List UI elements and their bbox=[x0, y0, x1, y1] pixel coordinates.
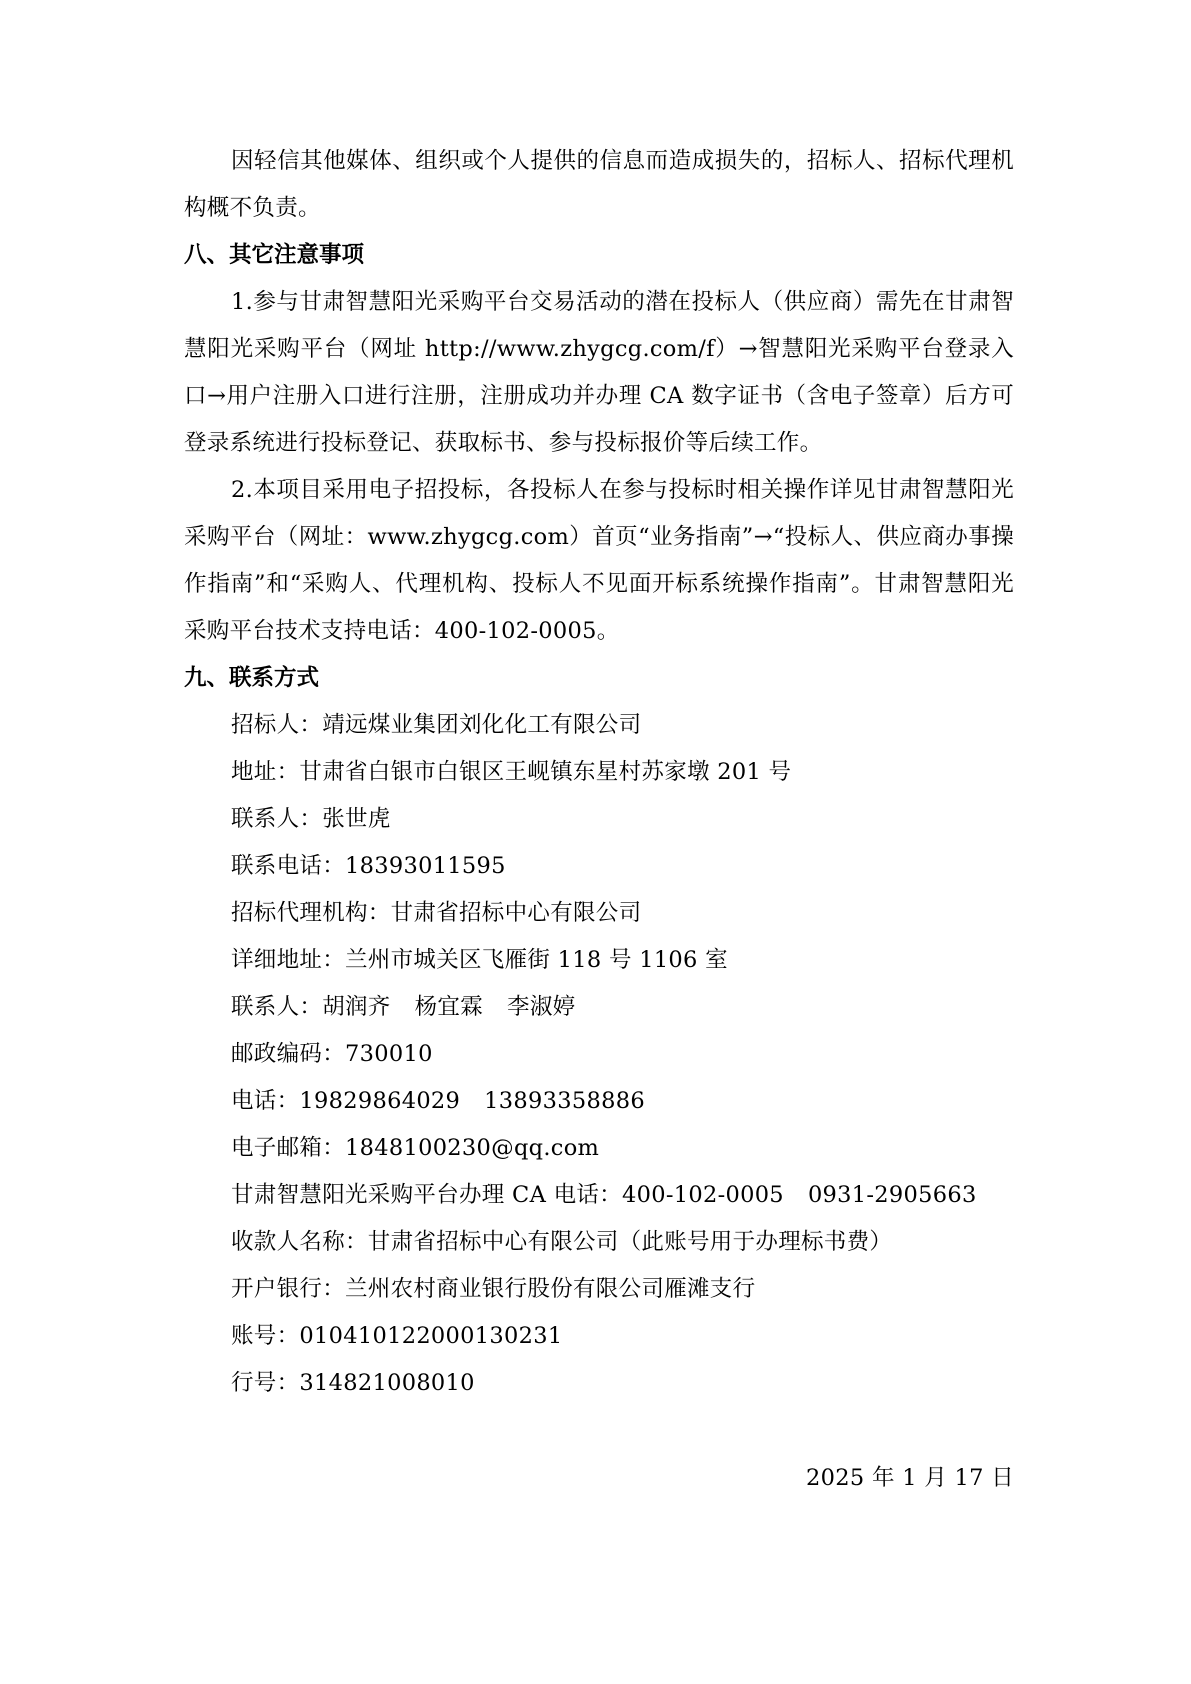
agency-contact-3: 李淑婷 bbox=[507, 994, 576, 1020]
document-date: 2025 年 1 月 17 日 bbox=[806, 1465, 1014, 1491]
agency-contact-2: 杨宜霖 bbox=[414, 994, 484, 1020]
address-line: 地址：甘肃省白银市白银区王岘镇东星村苏家墩 201 号 bbox=[231, 759, 792, 785]
ca-phone-2: 0931-2905663 bbox=[807, 1182, 977, 1208]
email-line: 电子邮箱：1848100230@qq.com bbox=[231, 1135, 600, 1161]
agency-line: 招标代理机构：甘肃省招标中心有限公司 bbox=[231, 900, 642, 926]
ca-phone-1: 甘肃智慧阳光采购平台办理 CA 电话：400-102-0005 bbox=[231, 1182, 784, 1208]
intro-paragraph: 因轻信其他媒体、组织或个人提供的信息而造成损失的，招标人、招标代理机构概不负责。 bbox=[184, 148, 1014, 221]
agency-contact-1: 联系人：胡润齐 bbox=[231, 994, 391, 1020]
account-line: 账号：010410122000130231 bbox=[231, 1323, 563, 1349]
section-9-heading: 九、联系方式 bbox=[184, 665, 320, 691]
agency-contacts-line bbox=[184, 984, 1014, 1031]
document-body bbox=[184, 138, 1014, 1407]
section-8-heading: 八、其它注意事项 bbox=[184, 242, 365, 268]
section-8-paragraph-1: 1.参与甘肃智慧阳光采购平台交易活动的潜在投标人（供应商）需先在甘肃智慧阳光采购平台（网址 http://www.zhygcg.com/f）→智慧阳光采购平台登录入口→用户注册入口进行注册，注册成功并办理 CA 数字证书（含电子签章）后方可登录系统进行投标登记、获取标书、参与投标报价等后续工作。 bbox=[184, 289, 1014, 456]
tenderer-line: 招标人：靖远煤业集团刘化化工有限公司 bbox=[231, 712, 642, 738]
postcode-line: 邮政编码：730010 bbox=[231, 1041, 433, 1067]
contact-list bbox=[184, 702, 1014, 1407]
contact-person-line: 联系人：张世虎 bbox=[231, 806, 391, 832]
agency-address-line: 详细地址：兰州市城关区飞雁街 118 号 1106 室 bbox=[231, 947, 728, 973]
bank-code-line: 行号：314821008010 bbox=[231, 1370, 475, 1396]
section-8-paragraph-2: 2.本项目采用电子招投标，各投标人在参与投标时相关操作详见甘肃智慧阳光采购平台（网址：www.zhygcg.com）首页“业务指南”→“投标人、供应商办事操作指南”和“采购人、代理机构、投标人不见面开标系统操作指南”。甘肃智慧阳光采购平台技术支持电话：400-102-0005。 bbox=[184, 477, 1014, 644]
payee-line: 收款人名称：甘肃省招标中心有限公司（此账号用于办理标书费） bbox=[231, 1229, 893, 1255]
bank-line: 开户银行：兰州农村商业银行股份有限公司雁滩支行 bbox=[231, 1276, 756, 1302]
phone-line: 联系电话：18393011595 bbox=[231, 853, 506, 879]
tel-line bbox=[184, 1078, 1014, 1125]
tel-2: 13893358886 bbox=[484, 1088, 645, 1114]
ca-phone-line bbox=[184, 1172, 1014, 1219]
tel-1: 电话：19829864029 bbox=[231, 1088, 461, 1114]
